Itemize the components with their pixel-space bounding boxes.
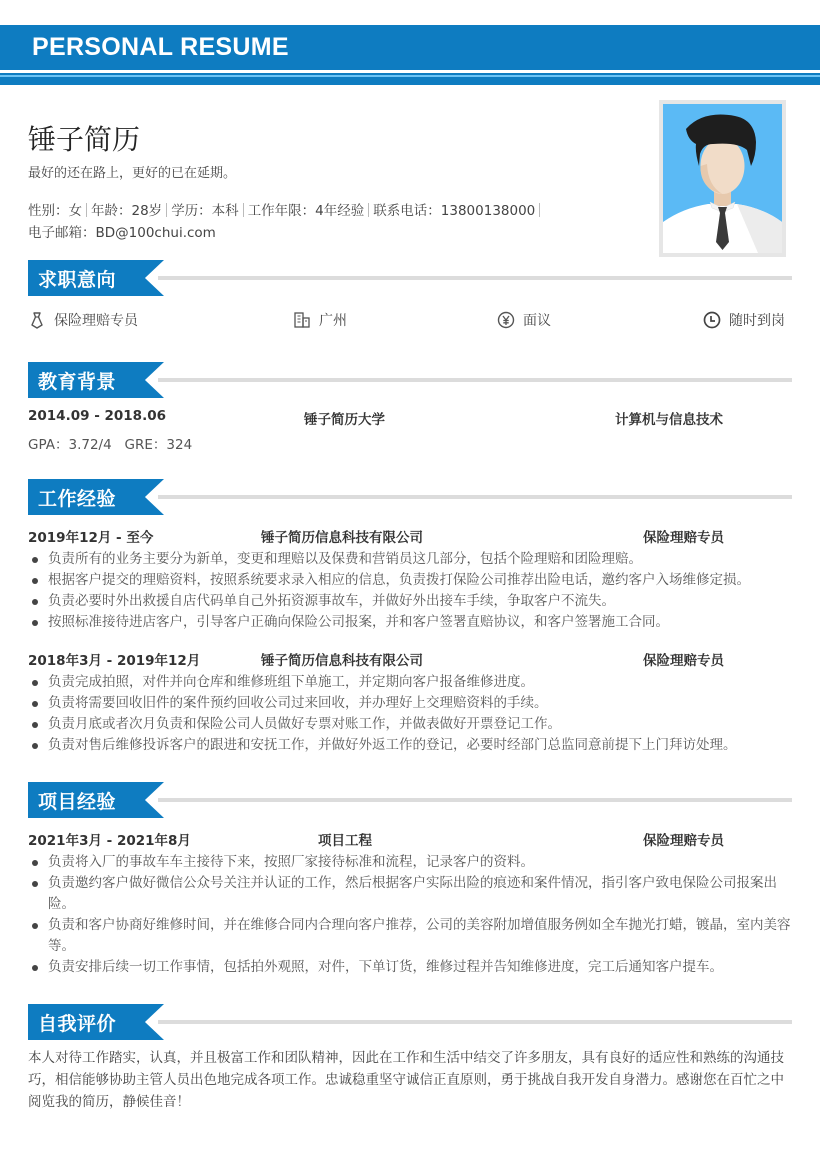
education-period: 2014.09 - 2018.06 — [28, 408, 166, 424]
work-company: 锤子简历信息科技有限公司 — [261, 530, 423, 546]
tie-icon — [28, 311, 46, 329]
intent-availability-label: 随时到岗 — [729, 313, 785, 329]
clock-icon — [703, 311, 721, 329]
avatar — [659, 100, 786, 257]
list-item: 负责月底或者次月负责和保险公司人员做好专票对账工作，并做表做好开票登记工作。 — [28, 714, 798, 735]
section-title: 自我评价 — [38, 1013, 117, 1035]
section-intent-header — [28, 260, 792, 296]
header-accent-line — [0, 75, 820, 77]
separator — [368, 203, 369, 217]
section-rule — [158, 378, 792, 382]
section-education-header — [28, 362, 792, 398]
section-self-header — [28, 1004, 792, 1040]
intent-salary — [497, 310, 551, 330]
section-project-header — [28, 782, 792, 818]
intent-position-label: 保险理赔专员 — [54, 313, 138, 329]
intent-position — [28, 310, 138, 330]
building-icon — [293, 311, 311, 329]
yen-icon — [497, 311, 515, 329]
info-phone: 联系电话：13800138000 — [373, 203, 536, 219]
info-gender: 性别：女 — [28, 203, 82, 219]
intent-availability — [703, 310, 785, 330]
section-title: 项目经验 — [38, 791, 117, 813]
section-rule — [158, 276, 792, 280]
profile-motto: 最好的还在路上，更好的已在延期。 — [28, 166, 237, 181]
list-item: 根据客户提交的理赔资料，按照系统要求录入相应的信息，负责拨打保险公司推荐出险电话，邀约客户入场维修定损。 — [28, 570, 798, 591]
work-entry-1-header — [28, 526, 792, 546]
education-scores: GPA：3.72/4 GRE：324 — [28, 437, 193, 453]
section-rule — [158, 495, 792, 499]
project-period: 2021年3月 - 2021年8月 — [28, 833, 191, 849]
header-banner — [0, 25, 820, 85]
list-item: 负责对售后维修投诉客户的跟进和安抚工作，并做好外返工作的登记，必要时经部门总监同意前提下上门拜访处理。 — [28, 735, 798, 756]
info-age: 年龄：28岁 — [91, 203, 163, 219]
section-title: 教育背景 — [38, 371, 117, 393]
list-item: 负责将入厂的事故车车主接待下来，按照厂家接待标准和流程，记录客户的资料。 — [28, 852, 796, 873]
education-school: 锤子简历大学 — [304, 412, 385, 428]
project-name: 项目工程 — [318, 833, 372, 849]
work-entry-1-duties — [28, 549, 798, 633]
intent-city — [293, 310, 347, 330]
work-company: 锤子简历信息科技有限公司 — [261, 653, 423, 669]
separator — [166, 203, 167, 217]
list-item: 负责和客户协商好维修时间，并在维修合同内合理向客户推荐，公司的美容附加增值服务例如全车抛光打蜡，镀晶，室内美容等。 — [28, 915, 796, 957]
list-item: 负责将需要回收旧件的案件预约回收公司过来回收，并办理好上交理赔资料的手续。 — [28, 693, 798, 714]
intent-city-label: 广州 — [319, 313, 347, 329]
info-email: 电子邮箱：BD@100chui.com — [28, 225, 216, 241]
info-degree: 学历：本科 — [171, 203, 239, 219]
work-entry-2-header — [28, 649, 792, 669]
education-major: 计算机与信息技术 — [615, 412, 723, 428]
work-period: 2019年12月 - 至今 — [28, 530, 154, 546]
list-item: 负责必要时外出救援自店代码单自己外拓资源事故车，并做好外出接车手续，争取客户不流失。 — [28, 591, 798, 612]
profile-info — [28, 200, 588, 244]
work-period: 2018年3月 - 2019年12月 — [28, 653, 201, 669]
project-duties — [28, 852, 796, 978]
separator — [86, 203, 87, 217]
work-role: 保险理赔专员 — [643, 530, 724, 546]
profile-name: 锤子简历 — [28, 123, 141, 156]
self-evaluation-text: 本人对待工作踏实，认真，并且极富工作和团队精神，因此在工作和生活中结交了许多朋友，具有良好的适应性和熟练的沟通技巧，相信能够协助主管人员出色地完成各项工作。忠诚稳重坚守诚信正直原则，勇于挑战自我开发自身潜力。感谢您在百忙之中阅览我的简历，静候佳音！ — [28, 1050, 784, 1110]
list-item: 按照标准接待进店客户，引导客户正确向保险公司报案，并和客户签署直赔协议，和客户签署施工合同。 — [28, 612, 798, 633]
separator — [243, 203, 244, 217]
header-divider — [0, 70, 820, 73]
section-title: 工作经验 — [38, 488, 117, 510]
avatar-man-with-tie-icon — [663, 104, 782, 253]
header-title: PERSONAL RESUME — [32, 33, 289, 61]
intent-salary-label: 面议 — [523, 313, 551, 329]
separator — [539, 203, 540, 217]
job-intent-row — [28, 310, 792, 332]
section-rule — [158, 798, 792, 802]
section-work-header — [28, 479, 792, 515]
work-role: 保险理赔专员 — [643, 653, 724, 669]
list-item: 负责安排后续一切工作事情，包括拍外观照，对件，下单订货，维修过程并告知维修进度，完工后通知客户提车。 — [28, 957, 796, 978]
list-item: 负责完成拍照，对件并向仓库和维修班组下单施工，并定期向客户报备维修进度。 — [28, 672, 798, 693]
info-experience: 工作年限：4年经验 — [247, 203, 365, 219]
project-header — [28, 829, 792, 849]
education-row — [28, 408, 792, 428]
section-rule — [158, 1020, 792, 1024]
section-title: 求职意向 — [38, 269, 117, 291]
project-role: 保险理赔专员 — [643, 833, 724, 849]
list-item: 负责邀约客户做好微信公众号关注并认证的工作，然后根据客户实际出险的痕迹和案件情况，指引客户致电保险公司报案出险。 — [28, 873, 796, 915]
work-entry-2-duties — [28, 672, 798, 756]
list-item: 负责所有的业务主要分为新单，变更和理赔以及保费和营销员这几部分，包括个险理赔和团险理赔。 — [28, 549, 798, 570]
